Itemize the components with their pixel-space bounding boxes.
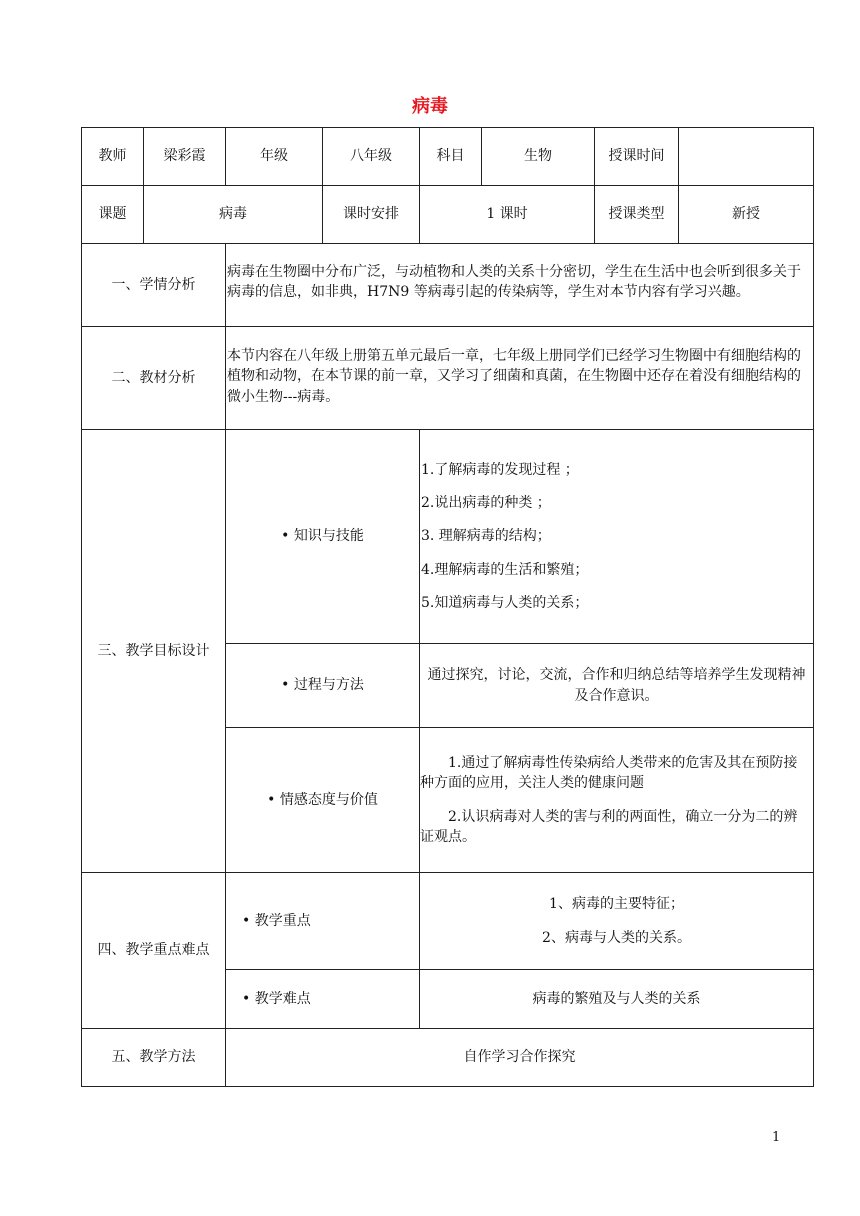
teacher-label: 教师	[82, 128, 144, 186]
method-row	[82, 1029, 814, 1087]
hours-value: 1 课时	[420, 186, 595, 244]
section-2-text	[226, 327, 814, 430]
type-label: 授课类型	[595, 186, 679, 244]
section-row-2	[82, 327, 814, 430]
knowledge-item: 1.了解病毒的发现过程 ；	[421, 461, 579, 478]
header-row-1	[82, 128, 814, 186]
section-1-paragraph: 病毒在生物圈中分布广泛，与动植物和人类的关系十分密切，学生在生活中也会听到很多关于病毒的信息，如非典，H7N9 等病毒引起的传染病等，学生对本节内容有学习兴趣。	[227, 264, 801, 301]
difficult-label: • 教学难点	[226, 970, 420, 1029]
section-2-label: 二、教材分析	[82, 327, 226, 430]
knowledge-item: 3. 理解病毒的结构；	[421, 528, 551, 545]
grade-label: 年级	[226, 128, 323, 186]
knowledge-item: 4.理解病毒的生活和繁殖；	[421, 561, 589, 578]
time-value	[679, 128, 814, 186]
grade-value: 八年级	[323, 128, 420, 186]
subject-value: 生物	[482, 128, 595, 186]
section-2-paragraph: 本节内容在八年级上册第五单元最后一章，七年级上册同学们已经学习生物圈中有细胞结构的植物和动物，在本节课的前一章，又学习了细菌和真菌，在生物圈中还存在着没有细胞结构的微小生物---病毒。	[227, 348, 801, 405]
difficult-text: 病毒的繁殖及与人类的关系	[420, 970, 814, 1029]
emotion-list	[420, 728, 814, 873]
teacher-name: 梁彩霞	[144, 128, 226, 186]
process-text: 通过探究，讨论，交流，合作和归纳总结等培养学生发现精神及合作意识。	[420, 644, 814, 728]
method-text: 自作学习合作探究	[226, 1029, 814, 1087]
type-value: 新授	[679, 186, 814, 244]
page-title: 病毒	[412, 96, 448, 117]
section-1-text	[226, 244, 814, 327]
goal-row-knowledge	[82, 430, 814, 644]
knowledge-item: 2.说出病毒的种类 ；	[421, 495, 551, 512]
key-points	[420, 873, 814, 970]
key-label: • 教学重点	[226, 873, 420, 970]
page-number: 1	[772, 1130, 781, 1145]
key-row	[82, 873, 814, 970]
topic-value: 病毒	[144, 186, 323, 244]
knowledge-label: • 知识与技能	[226, 430, 420, 644]
knowledge-list	[420, 430, 814, 644]
header-row-2	[82, 186, 814, 244]
subject-label: 科目	[420, 128, 482, 186]
section-row-1	[82, 244, 814, 327]
section-5-label: 五、教学方法	[82, 1029, 226, 1087]
lesson-plan-table	[81, 127, 814, 1087]
time-label: 授课时间	[595, 128, 679, 186]
section-4-label: 四、教学重点难点	[82, 873, 226, 1029]
emotion-item: 1.通过了解病毒性传染病给人类带来的危害及其在预防接种方面的应用，关注人类的健康问题	[420, 754, 798, 792]
key-point-item: 1、病毒的主要特征；	[549, 896, 684, 913]
emotion-label: • 情感态度与价值	[226, 728, 420, 873]
section-3-label: 三、教学目标设计	[82, 430, 226, 873]
topic-label: 课题	[82, 186, 144, 244]
key-point-item: 2、病毒与人类的关系。	[542, 929, 691, 946]
emotion-item: 2.认识病毒对人类的害与利的两面性，确立一分为二的辨证观点。	[420, 808, 798, 845]
process-label: • 过程与方法	[226, 644, 420, 728]
hours-label: 课时安排	[323, 186, 420, 244]
section-1-label: 一、学情分析	[82, 244, 226, 327]
knowledge-item: 5.知道病毒与人类的关系；	[421, 594, 589, 611]
